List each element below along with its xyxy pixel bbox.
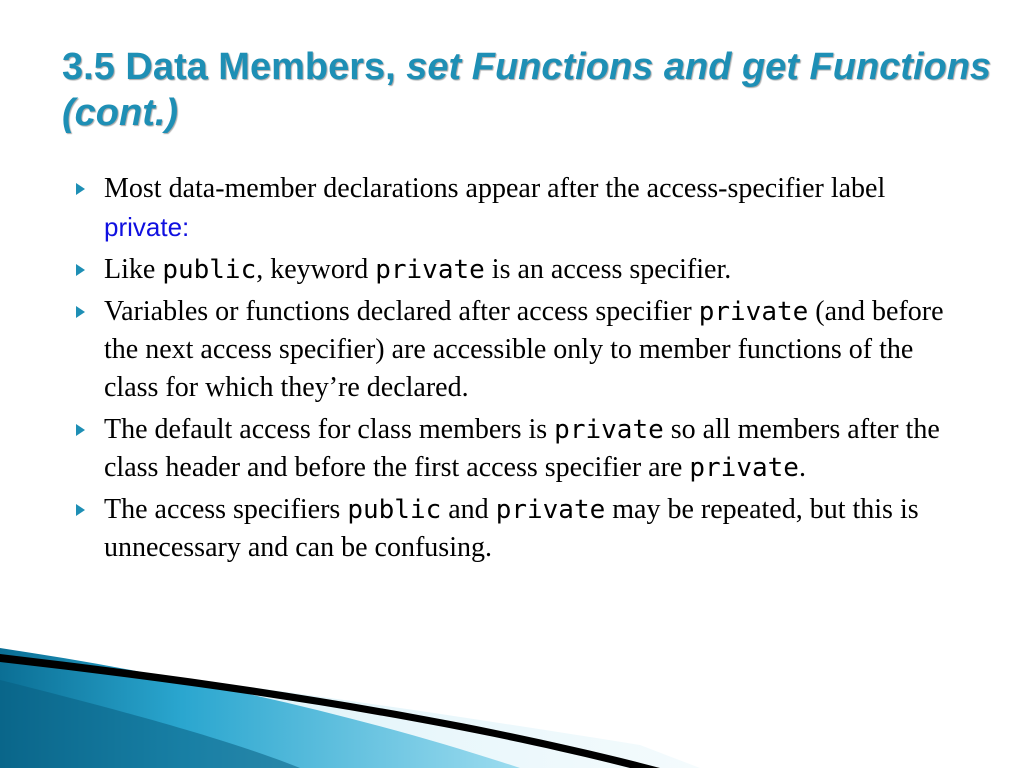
bullet-arrow-icon <box>76 306 85 318</box>
title-italic: set Functions and get Functions (cont.) <box>62 46 992 134</box>
bullet-item <box>76 411 956 487</box>
bullet-arrow-icon <box>76 183 85 195</box>
code-keyword: private <box>689 453 799 483</box>
keyword-private-label: private: <box>104 212 190 242</box>
bullet-arrow-icon <box>76 424 85 436</box>
bullet-text: so all members after the class header and before the first access specifier are <box>104 414 940 483</box>
title-prefix: 3.5 Data Members, <box>62 46 407 88</box>
wave-decoration <box>0 640 1024 768</box>
bullet-item <box>76 491 956 567</box>
slide-title <box>62 44 992 136</box>
code-keyword: private <box>554 415 664 445</box>
bullet-text: . <box>798 452 806 483</box>
code-keyword: private <box>375 255 485 285</box>
bullet-text: and <box>441 494 496 525</box>
bullet-text: (and before the next access specifier) are accessible only to member functions of the class for which they’re declared. <box>104 296 944 403</box>
bullet-text: The default access for class members is <box>104 414 555 445</box>
bullet-text: Most data-member declarations appear after the access-specifier label <box>104 173 886 204</box>
bullet-arrow-icon <box>76 264 85 276</box>
bullet-text: , keyword <box>256 254 376 285</box>
bullet-text: Like <box>104 254 163 285</box>
bullet-arrow-icon <box>76 504 85 516</box>
bullet-text: The access specifiers <box>104 494 348 525</box>
code-keyword: private <box>495 495 606 525</box>
bullet-list <box>76 170 956 571</box>
bullet-item <box>76 293 956 407</box>
code-keyword: private <box>698 297 809 327</box>
bullet-text: may be repeated, but this is unnecessary and can be confusing. <box>104 494 919 563</box>
bullet-text: Variables or functions declared after access specifier <box>104 296 699 327</box>
code-keyword: public <box>162 255 257 285</box>
bullet-item <box>76 170 956 247</box>
bullet-text: is an access specifier. <box>484 254 732 285</box>
code-keyword: public <box>347 495 442 525</box>
bullet-item <box>76 251 956 289</box>
